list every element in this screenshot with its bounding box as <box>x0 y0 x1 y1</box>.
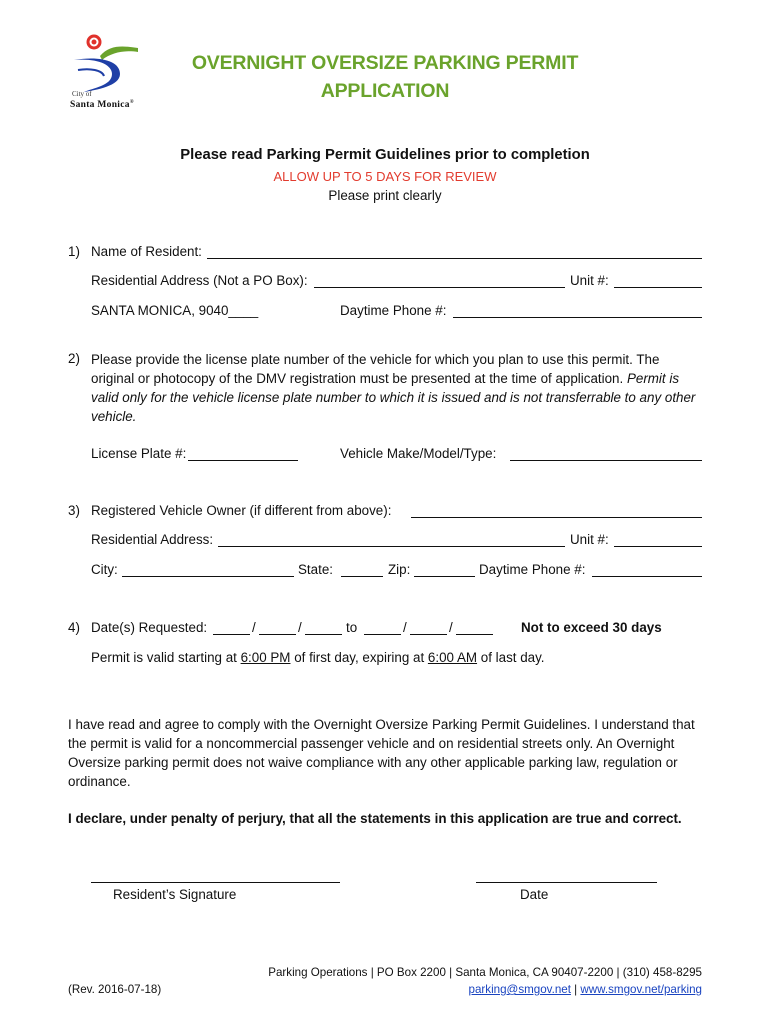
end-day-field[interactable] <box>410 620 447 635</box>
website-link[interactable]: www.smgov.net/parking <box>580 983 702 996</box>
resident-name-label: Name of Resident: <box>91 244 202 259</box>
logo-reg-mark: ® <box>129 100 134 105</box>
owner-state-field[interactable] <box>341 562 383 577</box>
validity-start-time: 6:00 PM <box>240 650 291 665</box>
footer-links <box>469 983 702 996</box>
resident-unit-label: Unit #: <box>570 273 609 288</box>
start-day-field[interactable] <box>259 620 296 635</box>
date-signature-line[interactable] <box>476 882 657 883</box>
validity-end-time: 6:00 AM <box>427 650 478 665</box>
resident-address-label: Residential Address (Not a PO Box): <box>91 273 308 288</box>
print-note: Please print clearly <box>328 188 442 203</box>
validity-pre: Permit is valid starting at <box>91 650 241 665</box>
resident-city-zip[interactable]: SANTA MONICA, 9040____ <box>91 303 259 318</box>
form-title-line2: APPLICATION <box>320 80 450 102</box>
resident-phone-label: Daytime Phone #: <box>340 303 447 318</box>
owner-label: Registered Vehicle Owner (if different from above): <box>91 503 392 518</box>
review-note: ALLOW UP TO 5 DAYS FOR REVIEW <box>273 169 497 184</box>
perjury-declaration: I declare, under penalty of perjury, that all the statements in this application are true and correct. <box>68 811 682 826</box>
agreement-text: I have read and agree to comply with the Overnight Oversize Parking Permit Guidelines. I understand that the permit is valid for a noncommercial passenger vehicle and on residential streets only. An Overnight Oversize parking permit does not waive compliance with any other applicable parking law, regulation or ordinance. <box>68 717 695 789</box>
dates-to-label: to <box>346 620 358 635</box>
resident-address-field[interactable] <box>314 273 565 288</box>
owner-city-label: City: <box>91 562 118 577</box>
start-month-field[interactable] <box>213 620 250 635</box>
resident-signature-line[interactable] <box>91 882 340 883</box>
resident-signature-label: Resident’s Signature <box>113 887 237 902</box>
date-signature-label: Date <box>520 887 549 902</box>
owner-phone-field[interactable] <box>592 562 702 577</box>
footer-revision: (Rev. 2016-07-18) <box>68 983 162 996</box>
resident-phone-field[interactable] <box>453 303 702 318</box>
city-logo <box>66 30 142 116</box>
validity-mid: of first day, expiring at <box>290 650 428 665</box>
owner-phone-label: Daytime Phone #: <box>479 562 586 577</box>
section4-number: 4) <box>68 620 80 635</box>
end-year-field[interactable] <box>456 620 493 635</box>
owner-unit-field[interactable] <box>614 532 702 547</box>
license-plate-field[interactable] <box>188 446 298 461</box>
logo-city-of: City of <box>72 90 92 98</box>
dates-label: Date(s) Requested: <box>91 620 208 635</box>
footer-contact: Parking Operations | PO Box 2200 | Santa Monica, CA 90407-2200 | (310) 458-8295 <box>268 966 702 979</box>
date-slash: / <box>449 620 453 635</box>
logo-city-name <box>70 100 134 110</box>
email-link[interactable]: parking@smgov.net <box>468 983 571 996</box>
owner-address-field[interactable] <box>218 532 565 547</box>
end-month-field[interactable] <box>364 620 401 635</box>
vehicle-type-field[interactable] <box>510 446 702 461</box>
section2-text: Please provide the license plate number of the vehicle for which you plan to use this permit. The original or photocopy of the DMV registration must be presented at the time of application. <box>91 352 660 386</box>
owner-city-field[interactable] <box>122 562 294 577</box>
owner-zip-label: Zip: <box>388 562 411 577</box>
owner-state-label: State: <box>298 562 333 577</box>
section3-number: 3) <box>68 503 80 518</box>
owner-address-label: Residential Address: <box>91 532 214 547</box>
license-plate-label: License Plate #: <box>91 446 187 461</box>
date-slash: / <box>298 620 302 635</box>
owner-zip-field[interactable] <box>414 562 475 577</box>
max-days-note: Not to exceed 30 days <box>521 620 662 635</box>
resident-unit-field[interactable] <box>614 273 702 288</box>
owner-field[interactable] <box>411 503 702 518</box>
footer-link-separator: | <box>570 983 581 996</box>
guidelines-heading: Please read Parking Permit Guidelines prior to completion <box>180 147 590 163</box>
logo-name-text: Santa Monica <box>70 100 130 111</box>
section2-instructions <box>91 350 706 426</box>
section2-italic-note: Permit is valid only for the vehicle license plate number to which it is issued and is not transferrable to any other vehicle. <box>91 371 696 424</box>
vehicle-type-label: Vehicle Make/Model/Type: <box>340 446 497 461</box>
form-title-line1: OVERNIGHT OVERSIZE PARKING PERMIT <box>191 52 579 74</box>
permit-validity-text <box>91 649 545 666</box>
resident-name-field[interactable] <box>207 244 702 259</box>
start-year-field[interactable] <box>305 620 342 635</box>
owner-unit-label: Unit #: <box>570 532 609 547</box>
section2-number: 2) <box>68 351 80 366</box>
date-slash: / <box>252 620 256 635</box>
validity-post: of last day. <box>477 650 545 665</box>
section1-number: 1) <box>68 244 80 259</box>
date-slash: / <box>403 620 407 635</box>
